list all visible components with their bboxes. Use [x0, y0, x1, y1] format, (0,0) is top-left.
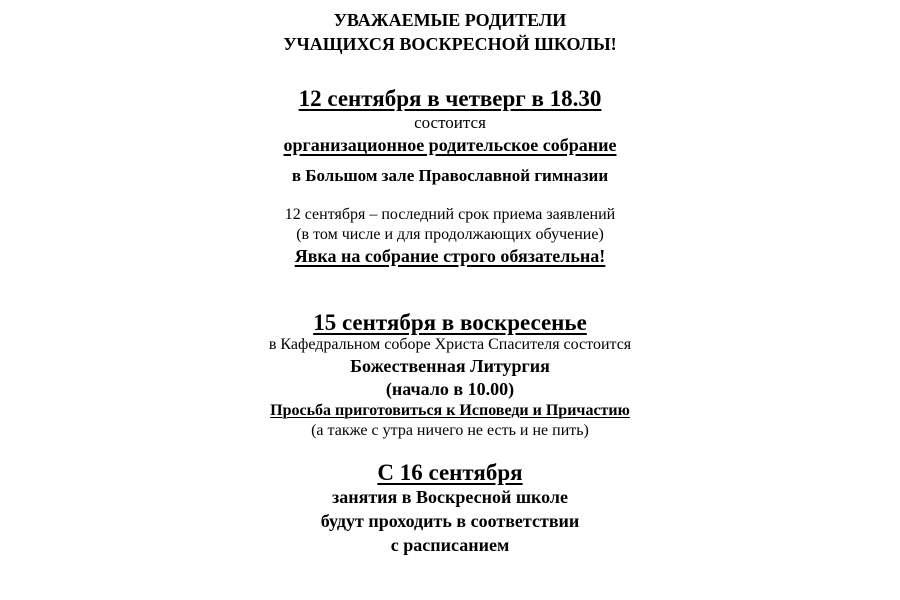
meeting-event: организационное родительское собрание	[283, 135, 617, 155]
header-line-2: УЧАЩИХСЯ ВОСКРЕСНОЙ ШКОЛЫ!	[283, 34, 617, 54]
liturgy-event: Божественная Литургия	[350, 356, 550, 376]
meeting-location: в Большом зале Православной гимназии	[291, 166, 609, 185]
header-line-1: УВАЖАЕМЫЕ РОДИТЕЛИ	[333, 10, 567, 30]
classes-date-heading: С 16 сентября	[377, 460, 523, 485]
liturgy-request-note: (а также с утра ничего не есть и не пить)	[311, 422, 589, 439]
liturgy-start: (начало в 10.00)	[385, 379, 515, 399]
classes-line-1: занятия в Воскресной школе	[331, 487, 568, 507]
liturgy-request: Просьба приготовиться к Исповеди и Причастию	[270, 402, 630, 419]
classes-line-3: с расписанием	[390, 535, 510, 555]
deadline-text: 12 сентября – последний срок приема заявлений	[284, 206, 616, 223]
attendance-notice: Явка на собрание строго обязательна!	[294, 246, 606, 266]
liturgy-place: в Кафедральном соборе Христа Спасителя состоится	[268, 336, 632, 353]
meeting-date-heading: 12 сентября в четверг в 18.30	[298, 86, 602, 111]
deadline-note: (в том числе и для продолжающих обучение)	[296, 226, 604, 243]
meeting-will-take-place: состоится	[414, 113, 486, 132]
classes-line-2: будут проходить в соответствии	[320, 511, 580, 531]
liturgy-date-heading: 15 сентября в воскресенье	[313, 310, 587, 335]
